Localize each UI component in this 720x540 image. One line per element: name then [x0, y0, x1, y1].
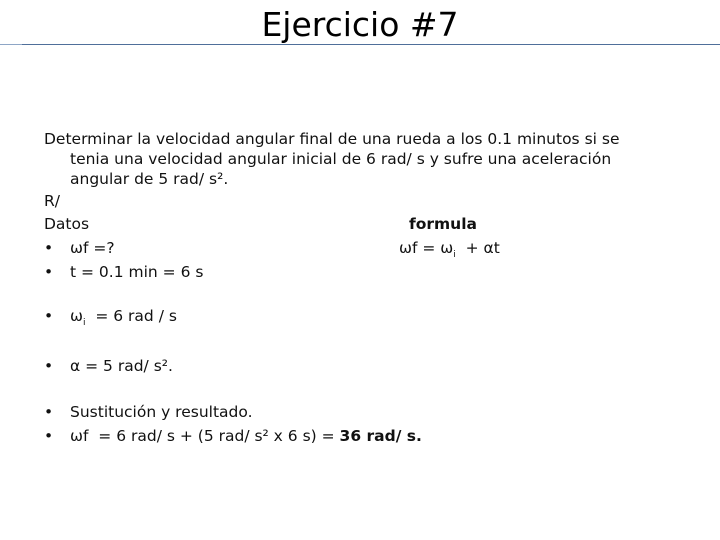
formula-heading: formula: [409, 215, 477, 233]
result-expression: ωf = 6 rad/ s + (5 rad/ s² x 6 s) = 36 rad/ s.: [70, 427, 422, 445]
data-item: [44, 356, 173, 376]
datos-heading: Datos: [44, 215, 90, 233]
bullet-glyph: •: [44, 263, 54, 281]
formula-eq: = ω: [417, 239, 454, 257]
formula-lhs: ωf: [399, 239, 418, 257]
problem-line-1: Determinar la velocidad angular final de una rueda a los 0.1 minutos si se: [44, 130, 620, 148]
title-divider-accent: [0, 44, 22, 45]
bullet-glyph: •: [44, 403, 54, 421]
title-divider: [22, 44, 720, 45]
bullet-glyph: •: [44, 427, 54, 445]
data-item: [44, 402, 253, 422]
data-item-text: ωf =?: [70, 239, 115, 257]
data-item-text: t = 0.1 min = 6 s: [70, 263, 204, 281]
bullet-glyph: •: [44, 357, 54, 375]
bullet-glyph: •: [44, 239, 54, 257]
formula-expression: [399, 238, 500, 265]
data-item: [44, 262, 203, 282]
slide-title: Ejercicio #7: [261, 5, 459, 44]
formula-sub: i: [453, 250, 456, 261]
problem-line-2: tenia una velocidad angular inicial de 6 rad/ s y sufre una aceleración: [70, 150, 612, 168]
data-item-text: $\omega_i = 6$ rad / s: [70, 307, 177, 329]
problem-statement: [44, 129, 664, 189]
result-line: [44, 426, 422, 446]
result-value: 36 rad/ s.: [339, 427, 422, 445]
problem-line-3: angular de 5 rad/ s².: [70, 170, 229, 188]
data-item-text: Sustitución y resultado.: [70, 403, 253, 421]
answer-prefix: R/: [44, 192, 60, 210]
formula-rhs: + αt: [455, 239, 500, 257]
data-item: [44, 306, 177, 333]
data-item: [44, 238, 115, 258]
bullet-glyph: •: [44, 307, 54, 325]
data-item-text: α = 5 rad/ s².: [70, 357, 173, 375]
